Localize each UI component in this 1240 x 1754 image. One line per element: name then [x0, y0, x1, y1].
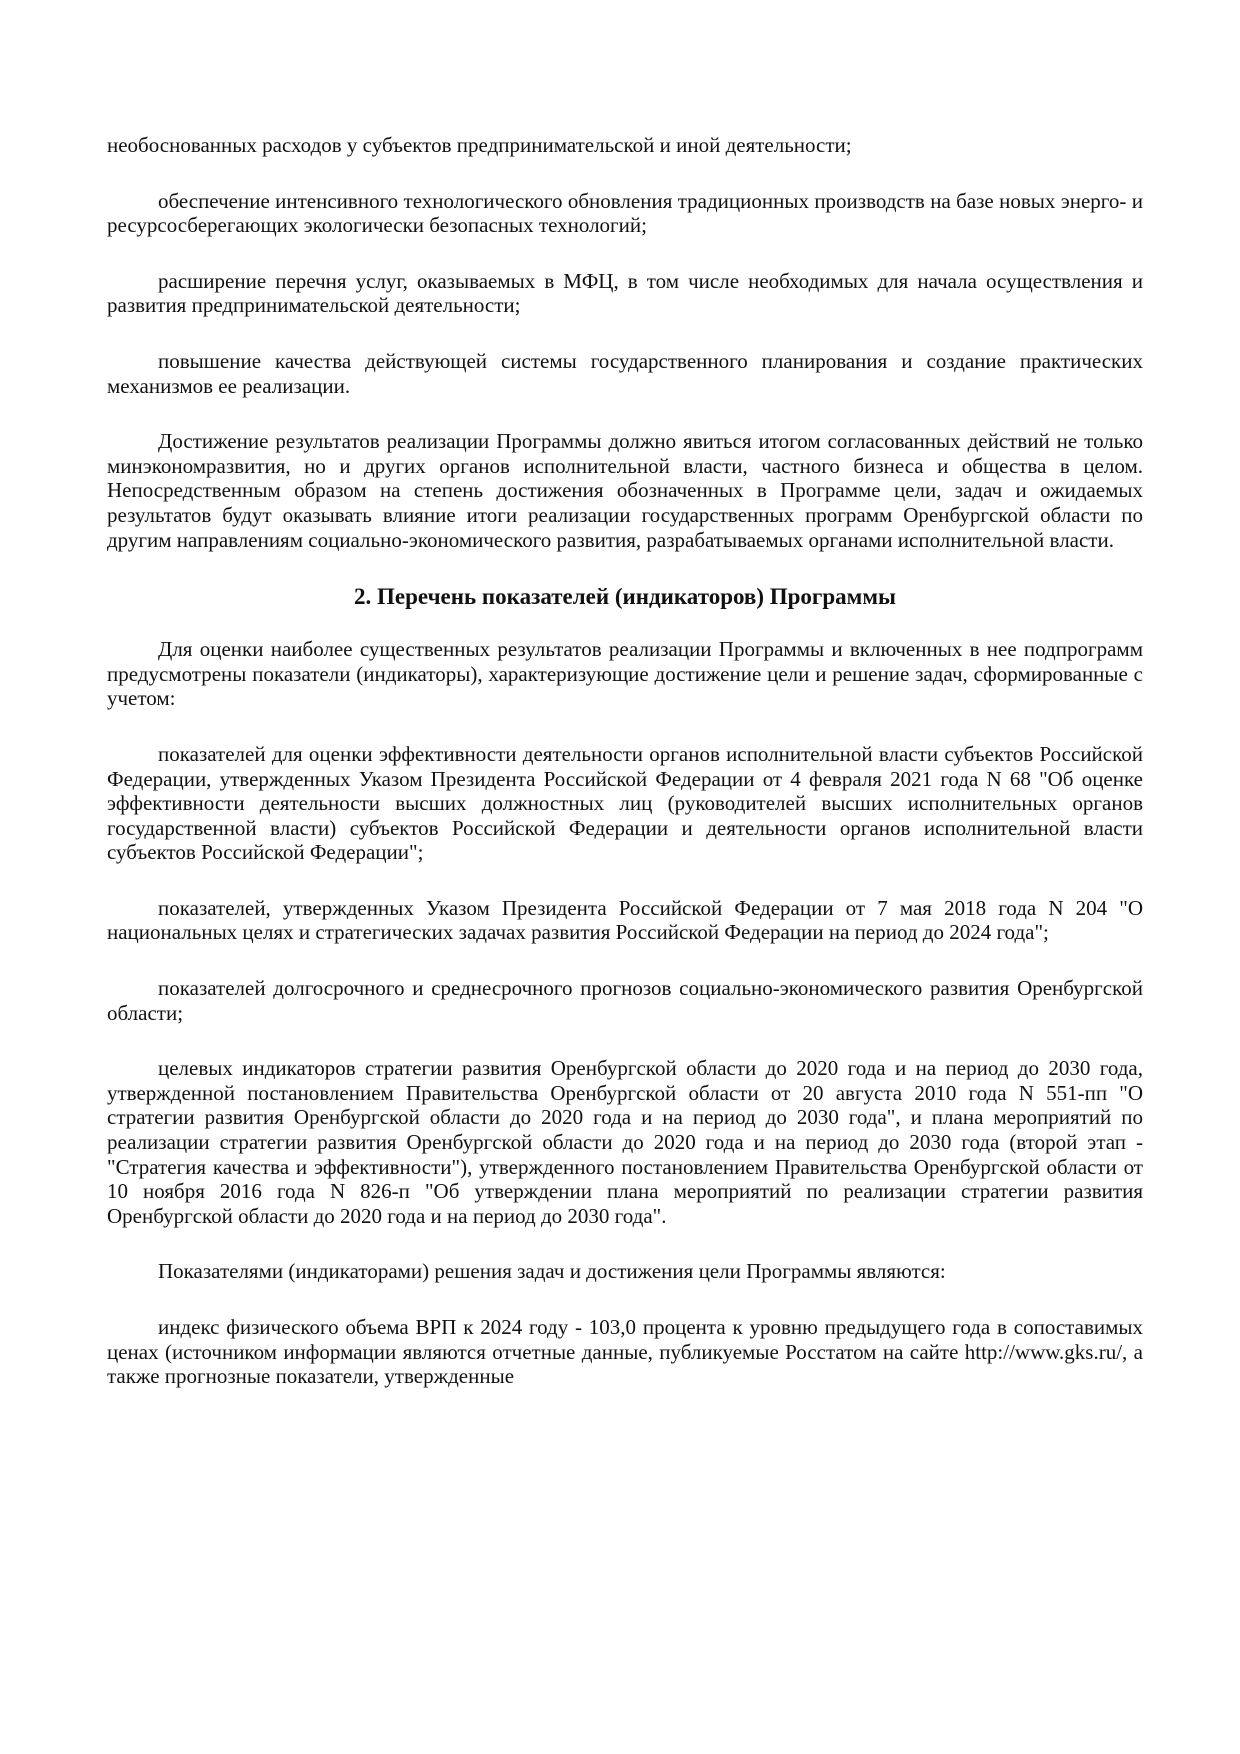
paragraph-decree-68: показателей для оценки эффективности деятельности органов исполнительной власти субъектов Российской Федерации, утвержденных Указом Президента Российской Федерации от 4 февраля 2021 года N 68 "Об оценке эффективности деятельности высших должностных лиц (руководителей высших исполнительных органов государственной власти) субъектов Российской Федерации и деятельности органов исполнительной власти субъектов Российской Федерации";	[107, 741, 1143, 865]
paragraph-indicators-list-intro: Показателями (индикаторами) решения задач и достижения цели Программы являются:	[158, 1259, 946, 1284]
section-heading: 2. Перечень показателей (индикаторов) Программы	[354, 584, 896, 610]
paragraph-planning-quality: повышение качества действующей системы государственного планирования и создание практических механизмов ее реализации.	[107, 348, 1143, 398]
paragraph-strategy-targets: целевых индикаторов стратегии развития Оренбургской области до 2020 года и на период до 2030 года, утвержденной постановлением Правительства Оренбургской области от 20 августа 2010 года N 551-пп "О стратегии развития Оренбургской области до 2020 года и на период до 2030 года", и плана мероприятий по реализации стратегии развития Оренбургской области до 2020 года и на период до 2030 года (второй этап - "Стратегия качества и эффективности"), утвержденного постановлением Правительства Оренбургской области от 10 ноября 2016 года N 826-п "Об утверждении плана мероприятий по реализации стратегии развития Оренбургской области до 2020 года и на период до 2030 года".	[107, 1056, 1143, 1228]
paragraph-grp-index: индекс физического объема ВРП к 2024 году - 103,0 процента к уровню предыдущего года в сопоставимых ценах (источником информации являются отчетные данные, публикуемые Росстатом на сайте http://www.gks.ru/, а также прогнозные показатели, утвержденные	[107, 1315, 1143, 1389]
document-page	[107, 133, 1143, 1389]
paragraph-forecasts: показателей долгосрочного и среднесрочного прогнозов социально-экономического развития Оренбургской области;	[107, 976, 1143, 1025]
paragraph-mfc-services: расширение перечня услуг, оказываемых в МФЦ, в том числе необходимых для начала осуществления и развития предпринимательской деятельности;	[107, 268, 1143, 318]
paragraph-continuation: необоснованных расходов у субъектов предпринимательской и иной деятельности;	[107, 133, 852, 157]
paragraph-decree-204: показателей, утвержденных Указом Президента Российской Федерации от 7 мая 2018 года N 204 "О национальных целях и стратегических задачах развития Российской Федерации на период до 2024 года";	[107, 895, 1143, 945]
paragraph-technology-renewal: обеспечение интенсивного технологического обновления традиционных производств на базе новых энерго- и ресурсосберегающих экологически безопасных технологий;	[107, 188, 1143, 238]
paragraph-indicators-intro: Для оценки наиболее существенных результатов реализации Программы и включенных в нее подпрограмм предусмотрены показатели (индикаторы), характеризующие достижение цели и решение задач, сформированные с учетом:	[107, 637, 1143, 711]
paragraph-results-achievement: Достижение результатов реализации Программы должно явиться итогом согласованных действий не только минэкономразвития, но и других органов исполнительной власти, частного бизнеса и общества в целом. Непосредственным образом на степень достижения обозначенных в Программе цели, задач и ожидаемых результатов будут оказывать влияние итоги реализации государственных программ Оренбургской области по другим направлениям социально-экономического развития, разрабатываемых органами исполнительной власти.	[107, 429, 1143, 552]
